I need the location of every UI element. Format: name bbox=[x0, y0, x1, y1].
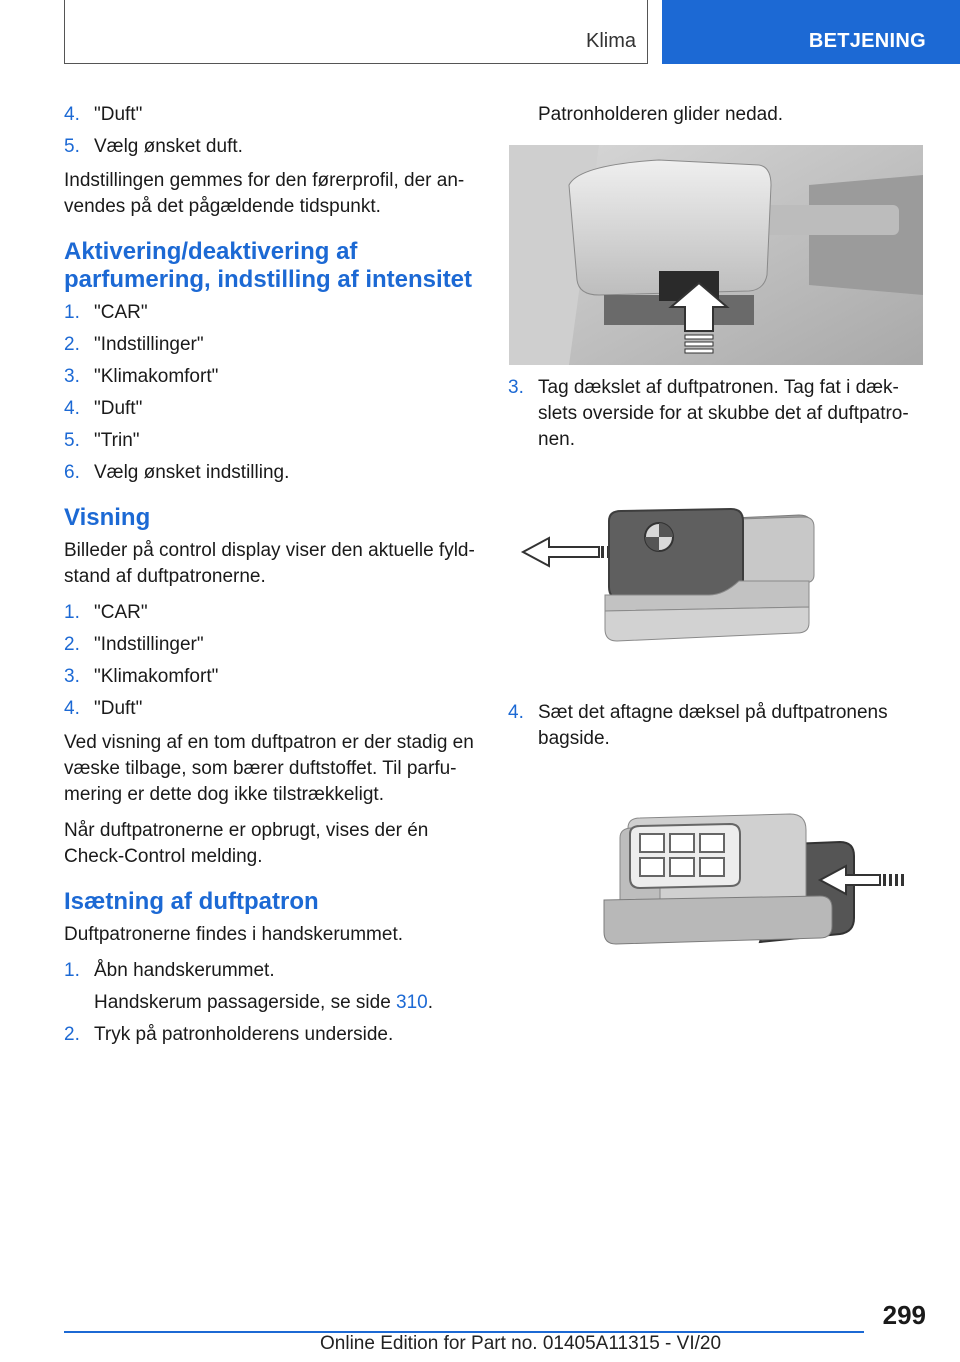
step-text: Tryk på patronholderens underside. bbox=[94, 1024, 394, 1045]
paragraph-slide-down: Patronholderen glider nedad. bbox=[538, 104, 784, 125]
steps-list-right-3 bbox=[508, 375, 924, 453]
subtext-suffix: . bbox=[427, 992, 434, 1013]
subtext-prefix: Handskerum passagerside, se side bbox=[94, 992, 397, 1013]
step-number: 2. bbox=[64, 334, 80, 355]
list-item bbox=[64, 1022, 478, 1048]
list-item bbox=[64, 134, 478, 160]
paragraph-display: Billeder på control display viser den aktuelle fyld-stand af duftpatronerne. bbox=[64, 540, 475, 587]
step-number: 4. bbox=[508, 702, 524, 723]
step-text: "Duft" bbox=[94, 398, 143, 419]
list-item bbox=[64, 332, 478, 358]
step-number: 3. bbox=[64, 666, 80, 687]
glovebox-photo bbox=[509, 145, 923, 365]
list-item bbox=[64, 300, 478, 326]
step-text: "CAR" bbox=[94, 602, 148, 623]
heading-display: Visning bbox=[64, 504, 151, 531]
heading-activation: Aktivering/deaktivering af parfumering, indstilling af intensitet bbox=[64, 238, 473, 293]
paragraph-used-up: Når duftpatronerne er opbrugt, vises der én Check-Control melding. bbox=[64, 820, 429, 867]
step-number: 4. bbox=[64, 398, 80, 419]
step-number: 3. bbox=[508, 377, 524, 398]
list-item bbox=[64, 102, 478, 128]
step-text: Vælg ønsket indstilling. bbox=[94, 462, 290, 483]
step-number: 4. bbox=[64, 104, 80, 125]
step-text: "CAR" bbox=[94, 302, 148, 323]
right-step-3 bbox=[508, 375, 924, 461]
step-number: 2. bbox=[64, 634, 80, 655]
header-chapter-title: BETJENING bbox=[808, 30, 926, 52]
page-number: 299 bbox=[882, 1300, 926, 1330]
list-item bbox=[64, 600, 478, 626]
paragraph-save-profile: Indstillingen gemmes for den førerprofil, der an-vendes på det pågældende tidspunkt. bbox=[64, 170, 465, 217]
paragraph-empty-cartridge: Ved visning af en tom duftpatron er der stadig en væske tilbage, som bærer duftstoffet. Til parfu-mering er dette dog ikke tilstrækkeligt. bbox=[64, 732, 474, 805]
list-item bbox=[508, 375, 924, 453]
heading-insert: Isætning af duftpatron bbox=[64, 888, 319, 915]
footer-edition: Online Edition for Part no. 01405A11315 - VI/20 bbox=[320, 1333, 722, 1354]
step-number: 5. bbox=[64, 136, 80, 157]
header-section-title: Klima bbox=[585, 30, 636, 52]
list-item bbox=[64, 428, 478, 454]
list-item bbox=[64, 664, 478, 690]
step-number: 5. bbox=[64, 430, 80, 451]
steps-list-activation bbox=[64, 300, 478, 486]
cover-attach-illustration bbox=[580, 808, 924, 962]
right-step-4 bbox=[508, 700, 924, 760]
step-number: 1. bbox=[64, 302, 80, 323]
step-text: Sæt det aftagne dæksel på duftpatronens bagside. bbox=[538, 702, 888, 749]
cartridge-cover-removal-illustration bbox=[509, 495, 923, 665]
step-number: 2. bbox=[64, 1024, 80, 1045]
steps-list-top bbox=[64, 102, 478, 160]
list-item bbox=[64, 396, 478, 422]
step-text: "Indstillinger" bbox=[94, 334, 204, 355]
step-text: "Duft" bbox=[94, 104, 143, 125]
step-text: "Klimakomfort" bbox=[94, 666, 219, 687]
step-text: Åbn handskerummet. bbox=[94, 960, 275, 981]
list-item bbox=[64, 460, 478, 486]
page-reference-link[interactable]: 310 bbox=[396, 992, 428, 1013]
paragraph-insert: Duftpatronerne findes i handskerummet. bbox=[64, 924, 404, 945]
step-number: 6. bbox=[64, 462, 80, 483]
list-item bbox=[64, 364, 478, 390]
step-subtext bbox=[94, 990, 478, 1016]
list-item bbox=[508, 700, 924, 752]
step-text: "Trin" bbox=[94, 430, 140, 451]
steps-list-insert bbox=[64, 958, 478, 1048]
step-text: "Duft" bbox=[94, 698, 143, 719]
step-number: 1. bbox=[64, 602, 80, 623]
right-intro bbox=[508, 102, 924, 138]
step-number: 3. bbox=[64, 366, 80, 387]
step-text: Tag dækslet af duftpatronen. Tag fat i dæk-slets overside for at skubbe det af duftpatro-nen. bbox=[538, 377, 909, 450]
step-number: 4. bbox=[64, 698, 80, 719]
list-item bbox=[64, 696, 478, 722]
step-text: "Klimakomfort" bbox=[94, 366, 219, 387]
list-item bbox=[64, 632, 478, 658]
step-number: 1. bbox=[64, 960, 80, 981]
list-item bbox=[64, 958, 478, 1016]
step-text: "Indstillinger" bbox=[94, 634, 204, 655]
steps-list-display bbox=[64, 600, 478, 722]
step-text: Vælg ønsket duft. bbox=[94, 136, 243, 157]
left-column bbox=[64, 102, 478, 1056]
steps-list-right-4 bbox=[508, 700, 924, 752]
